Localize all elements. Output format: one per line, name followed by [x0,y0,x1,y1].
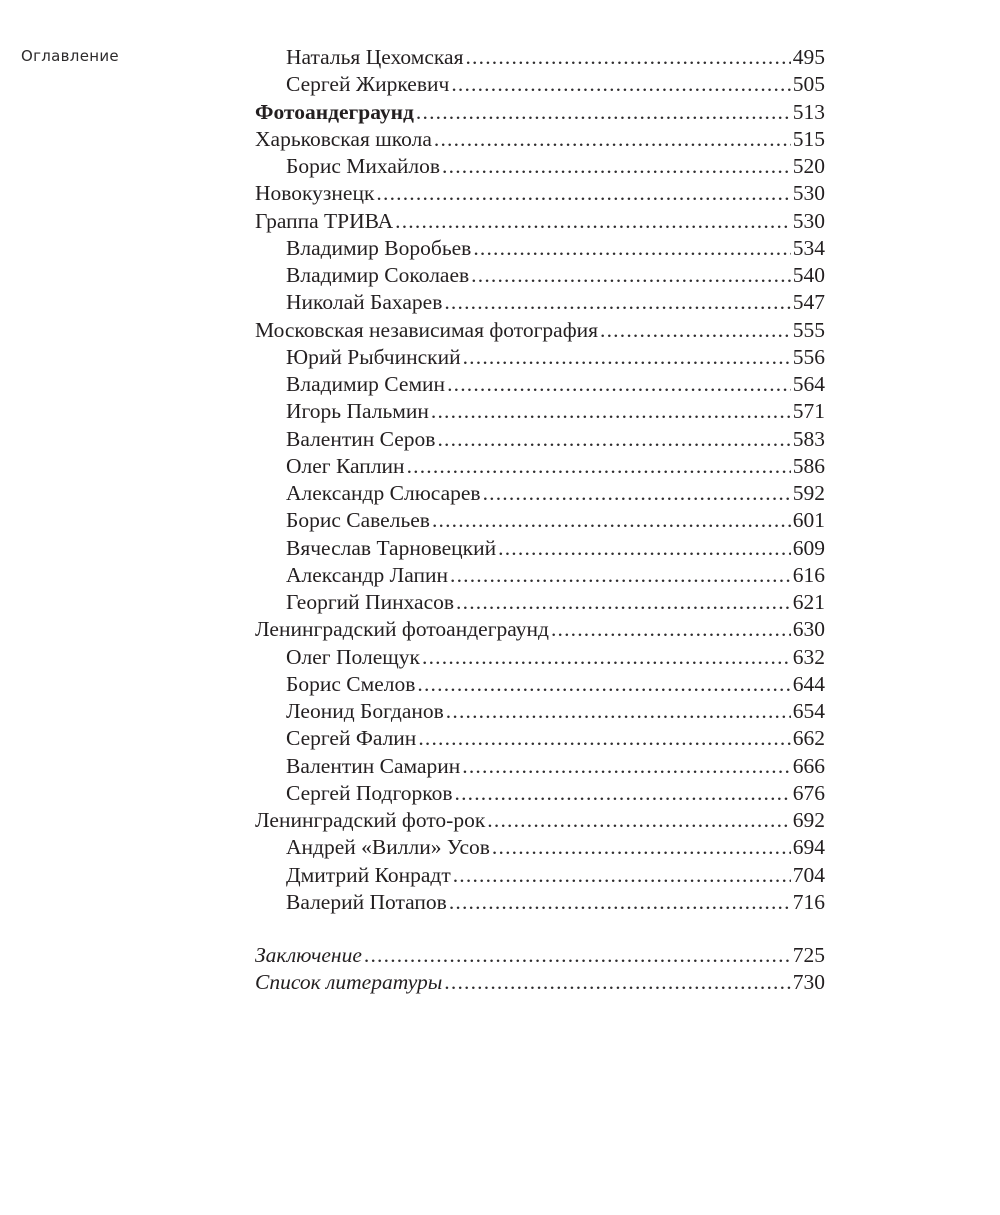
toc-entry[interactable] [255,780,825,807]
toc-entry-title: Олег Полещук [286,644,421,669]
toc-entry[interactable] [255,889,825,916]
toc-entry-title: Список литературы [255,970,443,995]
dot-leader [455,780,791,807]
toc-entry-page-number: 662 [792,726,825,751]
toc-entry-title: Борис Смелов [286,671,416,696]
toc-entry-page-number: 621 [792,590,825,614]
toc-entry-page-number: 530 [792,208,825,233]
dot-leader [434,126,791,153]
toc-entry-page-number: 692 [792,808,825,832]
toc-entry[interactable] [255,426,825,453]
toc-entry[interactable] [255,126,825,153]
toc-entry-title: Харьковская школа [255,126,432,151]
toc-entry-page-number: 601 [792,508,825,533]
toc-entry-page-number: 694 [792,835,825,860]
toc-entry-page-number: 730 [792,970,825,995]
dot-leader [437,426,790,453]
toc-entry[interactable] [255,725,825,752]
dot-leader [422,644,791,671]
toc-entry[interactable] [255,289,825,316]
toc-entry-title: Николай Бахарев [286,290,443,315]
toc-entry-page-number: 520 [792,154,825,178]
toc-entry[interactable] [255,208,825,235]
toc-entry-title: Ленинградский фотоандеграунд [255,617,549,642]
toc-entry-page-number: 495 [792,45,825,69]
dot-leader [407,453,791,480]
toc-entry-title: Валентин Серов [286,426,436,451]
toc-entry[interactable] [255,834,825,861]
toc-entry-title: Игорь Пальмин [286,399,429,424]
toc-entry[interactable] [255,535,825,562]
toc-entry[interactable] [255,153,825,180]
toc-entry-title: Наталья Цехомская [286,45,464,69]
dot-leader [449,889,791,916]
toc-entry[interactable] [255,398,825,425]
toc-entry-title: Вячеслав Тарновецкий [286,535,497,560]
toc-entry-title: Леонид Богданов [286,699,444,723]
toc-entry[interactable] [255,480,825,507]
toc-entry[interactable] [255,344,825,371]
toc-entry-title: Валерий Потапов [286,889,447,914]
toc-entry-page-number: 630 [792,617,825,642]
dot-leader [395,208,791,235]
dot-leader [463,344,791,371]
toc-entry-page-number: 616 [792,562,825,587]
toc-entry-title: Андрей «Вилли» Усов [286,835,490,860]
toc-entry[interactable] [255,262,825,289]
dot-leader [465,44,790,71]
toc-entry-title: Сергей Жиркевич [286,72,450,97]
toc-entry-title: Юрий Рыбчинский [286,344,461,369]
toc-entry-title: Олег Каплин [286,453,405,478]
toc-entry[interactable] [255,644,825,671]
dot-leader [487,807,790,834]
toc-entry[interactable] [255,71,825,98]
toc-entry-title: Валентин Самарин [286,753,461,778]
toc-entry[interactable] [255,507,825,534]
dot-leader [364,942,791,969]
toc-entry-title: Борис Савельев [286,508,430,533]
toc-entry-page-number: 666 [792,753,825,778]
dot-leader [551,616,791,643]
dot-leader [431,398,791,425]
toc-entry[interactable] [255,235,825,262]
toc-entry[interactable] [255,317,825,344]
toc-entry[interactable] [255,371,825,398]
toc-entry-page-number: 547 [792,290,825,315]
dot-leader [473,235,790,262]
dot-leader [417,671,790,698]
dot-leader [453,862,791,889]
toc-entry-title: Новокузнецк [255,181,375,206]
toc-entry-page-number: 725 [792,943,825,967]
toc-entry[interactable] [255,616,825,643]
toc-entry-page-number: 654 [792,699,825,723]
toc-entry-title: Дмитрий Конрадт [286,862,451,887]
toc-entry-page-number: 676 [792,780,825,805]
toc-entry[interactable] [255,44,825,71]
toc-entry-title: Заключение [255,943,362,967]
toc-entry-title: Владимир Семин [286,372,446,396]
toc-entry-page-number: 586 [792,453,825,478]
toc-entry-title: Ленинградский фото-рок [255,808,486,832]
dot-leader [450,562,791,589]
dot-leader [498,535,791,562]
dot-leader [462,753,790,780]
toc-entry[interactable] [255,589,825,616]
toc-entry-page-number: 704 [792,862,825,887]
toc-entry[interactable] [255,671,825,698]
toc-entry-title: Георгий Пинхасов [286,590,455,614]
dot-leader [444,289,790,316]
dot-leader [446,698,791,725]
toc-entry[interactable] [255,807,825,834]
dot-leader [600,317,791,344]
toc-entry-page-number: 564 [792,372,825,396]
dot-leader [451,71,790,98]
toc-entry-title: Борис Михайлов [286,154,441,178]
toc-entry[interactable] [255,942,825,969]
toc-entry-page-number: 592 [792,481,825,505]
toc-entry[interactable] [255,969,825,996]
toc-entry-page-number: 632 [792,644,825,669]
toc-entry[interactable] [255,99,825,126]
toc-entry-title: Сергей Подгорков [286,780,453,805]
dot-leader [483,480,791,507]
toc-entry-page-number: 583 [792,426,825,451]
toc-entry-title: Московская независимая фотография [255,317,599,342]
toc-entry-page-number: 513 [792,99,825,124]
dot-leader [471,262,791,289]
toc-entry-title: Сергей Фалин [286,726,417,751]
toc-entry-title: Александр Лапин [286,562,448,587]
toc-entry-title: Владимир Воробьев [286,235,472,260]
dot-leader [432,507,791,534]
toc-entry-title: Александр Слюсарев [286,481,481,505]
dot-leader [418,725,790,752]
dot-leader [376,180,790,207]
toc-entry-title: Владимир Соколаев [286,263,470,287]
toc-entry[interactable] [255,753,825,780]
toc-entry-page-number: 571 [792,399,825,424]
dot-leader [456,589,791,616]
toc-entry-page-number: 530 [792,181,825,206]
dot-leader [416,99,791,126]
toc-entry-page-number: 644 [792,671,825,696]
toc-entry-page-number: 534 [792,235,825,260]
toc-entry[interactable] [255,180,825,207]
dot-leader [447,371,791,398]
dot-leader [444,969,790,996]
toc-entry-page-number: 515 [792,126,825,151]
toc-entry[interactable] [255,453,825,480]
dot-leader [442,153,791,180]
toc-entry-page-number: 556 [792,344,825,369]
toc-entry[interactable] [255,562,825,589]
toc-entry-page-number: 555 [792,317,825,342]
toc-entry-title: Фотоандеграунд [255,99,414,124]
running-head: Оглавление [21,47,119,65]
toc-entry-page-number: 716 [792,889,825,914]
toc-entry-page-number: 505 [792,72,825,97]
toc-entry[interactable] [255,862,825,889]
table-of-contents [255,44,825,997]
toc-entry[interactable] [255,698,825,725]
toc-entry-title: Граппа ТРИВА [255,208,394,233]
toc-entry-page-number: 540 [792,263,825,287]
dot-leader [492,834,791,861]
toc-entry-page-number: 609 [792,535,825,560]
